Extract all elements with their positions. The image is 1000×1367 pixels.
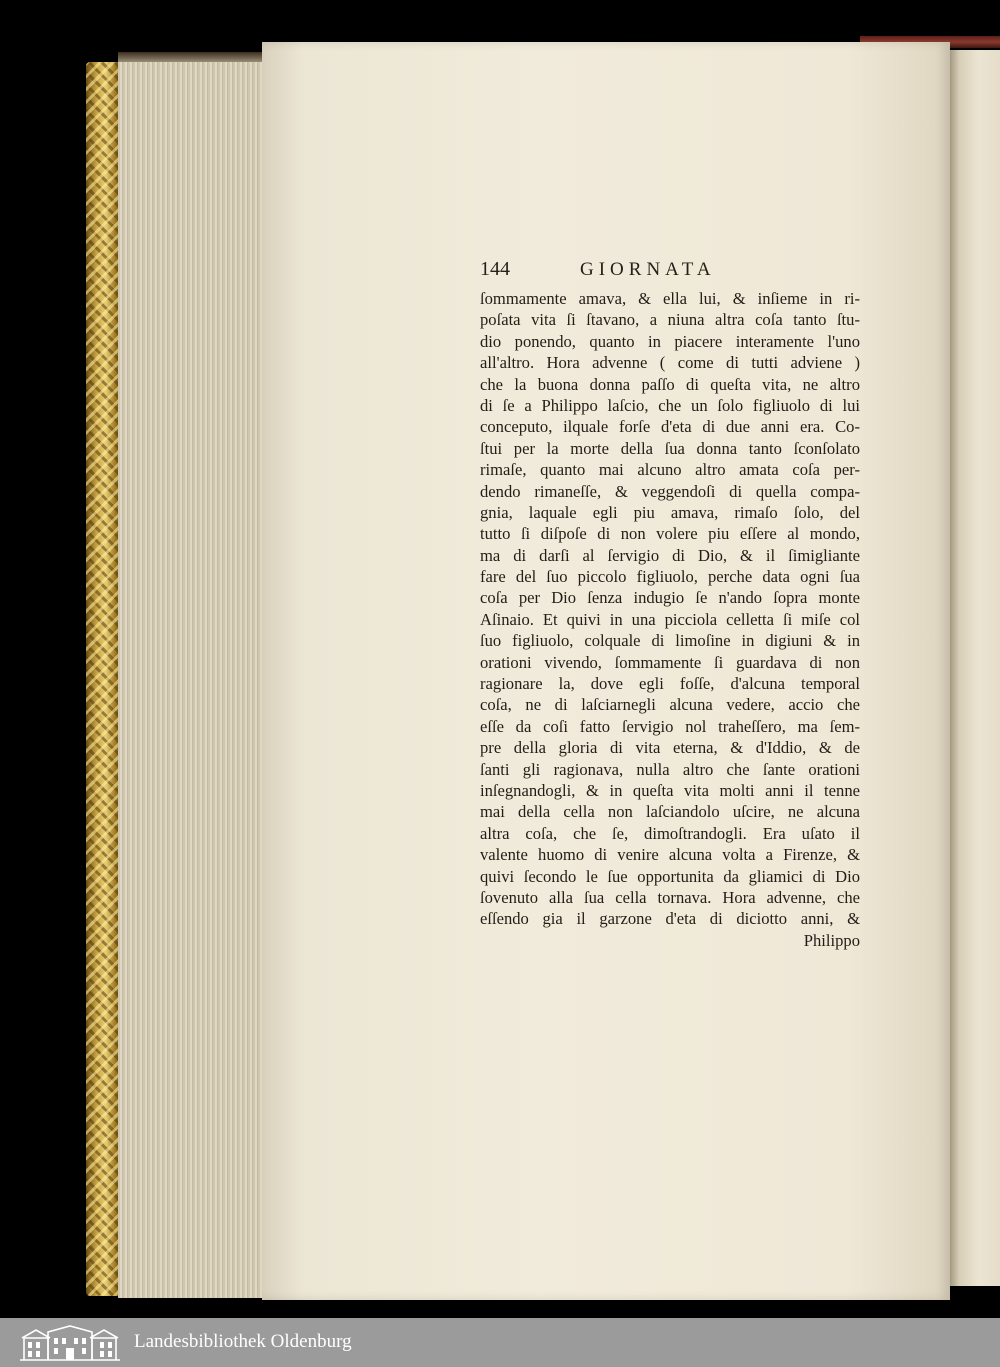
text-line: altra coſa, che ſe, dimoſtrandogli. Era uſato il: [480, 823, 860, 843]
text-line: eſſe da coſi fatto ſervigio nol traheſſero, ma ſem-: [480, 716, 860, 736]
page-block-edge: [118, 62, 264, 1298]
text-line: Aſinaio. Et quivi in una picciola celletta ſi miſe col: [480, 609, 860, 629]
text-line: mai della cella non laſciandolo uſcire, ne alcuna: [480, 802, 860, 822]
text-line: ſuo figliuolo, colquale di limoſine in digiuni & in: [480, 631, 860, 651]
gilded-spine: [86, 62, 122, 1296]
text-line: quivi ſecondo le ſue opportunita da gliamici di Dio: [480, 866, 860, 886]
text-line: ragionare la, dove egli foſſe, d'alcuna temporal: [480, 674, 860, 694]
text-line: di ſe a Philippo laſcio, che un ſolo figliuolo di lui: [480, 395, 860, 415]
text-line: valente huomo di venire alcuna volta a Firenze, &: [480, 845, 860, 865]
text-line: coſa, ne di laſciarnegli alcuna vedere, accio che: [480, 695, 860, 715]
text-block: [480, 288, 860, 951]
text-line: ſommamente amava, & ella lui, & inſieme in ri-: [480, 289, 860, 308]
text-line: ma di darſi al ſervigio di Dio, & il ſimigliante: [480, 545, 860, 565]
text-line: conceputo, ilquale forſe d'eta di due anni era. Co-: [480, 417, 860, 437]
text-line: orationi vivendo, ſommamente ſi guardava di non: [480, 652, 860, 672]
text-line: che la buona donna paſſo di queſta vita, ne altro: [480, 374, 860, 394]
text-line: rimaſe, quanto mai alcuno altro amata coſa per-: [480, 460, 860, 480]
catchword: Philippo: [803, 930, 860, 950]
text-line: dio ponendo, quanto in piacere interamente l'uno: [480, 331, 860, 351]
text-line: ſanti gli ragionava, nulla altro che ſante orationi: [480, 759, 860, 779]
library-building-icon: [18, 1324, 122, 1362]
text-line: inſegnandogli, & in queſta vita molti anni il tenne: [480, 780, 860, 800]
text-line: dendo rimaneſſe, & veggendoſi di quella compa-: [480, 481, 860, 501]
text-line: ſtui per la morte della ſua donna tanto ſconſolato: [480, 438, 860, 458]
page-number: 144: [480, 258, 510, 280]
text-line: fare del ſuo piccolo figliuolo, perche data ogni ſua: [480, 567, 860, 587]
text-line: pre della gloria di vita eterna, & d'Iddio, & de: [480, 738, 860, 758]
text-line: tutto ſi diſpoſe di non volere piu eſſere al mondo,: [480, 524, 860, 544]
running-head: [480, 258, 860, 286]
facing-page-edge: [946, 50, 1000, 1286]
footer-banner: [0, 1318, 1000, 1367]
text-line: coſa per Dio ſenza indugio ſe n'ando ſopra monte: [480, 588, 860, 608]
text-line: ſovenuto alla ſua cella tornava. Hora advenne, che: [480, 887, 860, 907]
library-name: Landesbibliothek Oldenburg: [134, 1331, 352, 1352]
text-line: all'altro. Hora advenne ( come di tutti adviene ): [480, 353, 860, 373]
running-title: GIORNATA: [580, 259, 716, 280]
text-line: eſſendo gia il garzone d'eta di diciotto anni, &: [480, 909, 860, 929]
text-line: gnia, laquale egli piu amava, rimaſo ſolo, del: [480, 502, 860, 522]
text-line: poſata vita ſi ſtavano, a niuna altra coſa tanto ſtu-: [480, 310, 860, 330]
